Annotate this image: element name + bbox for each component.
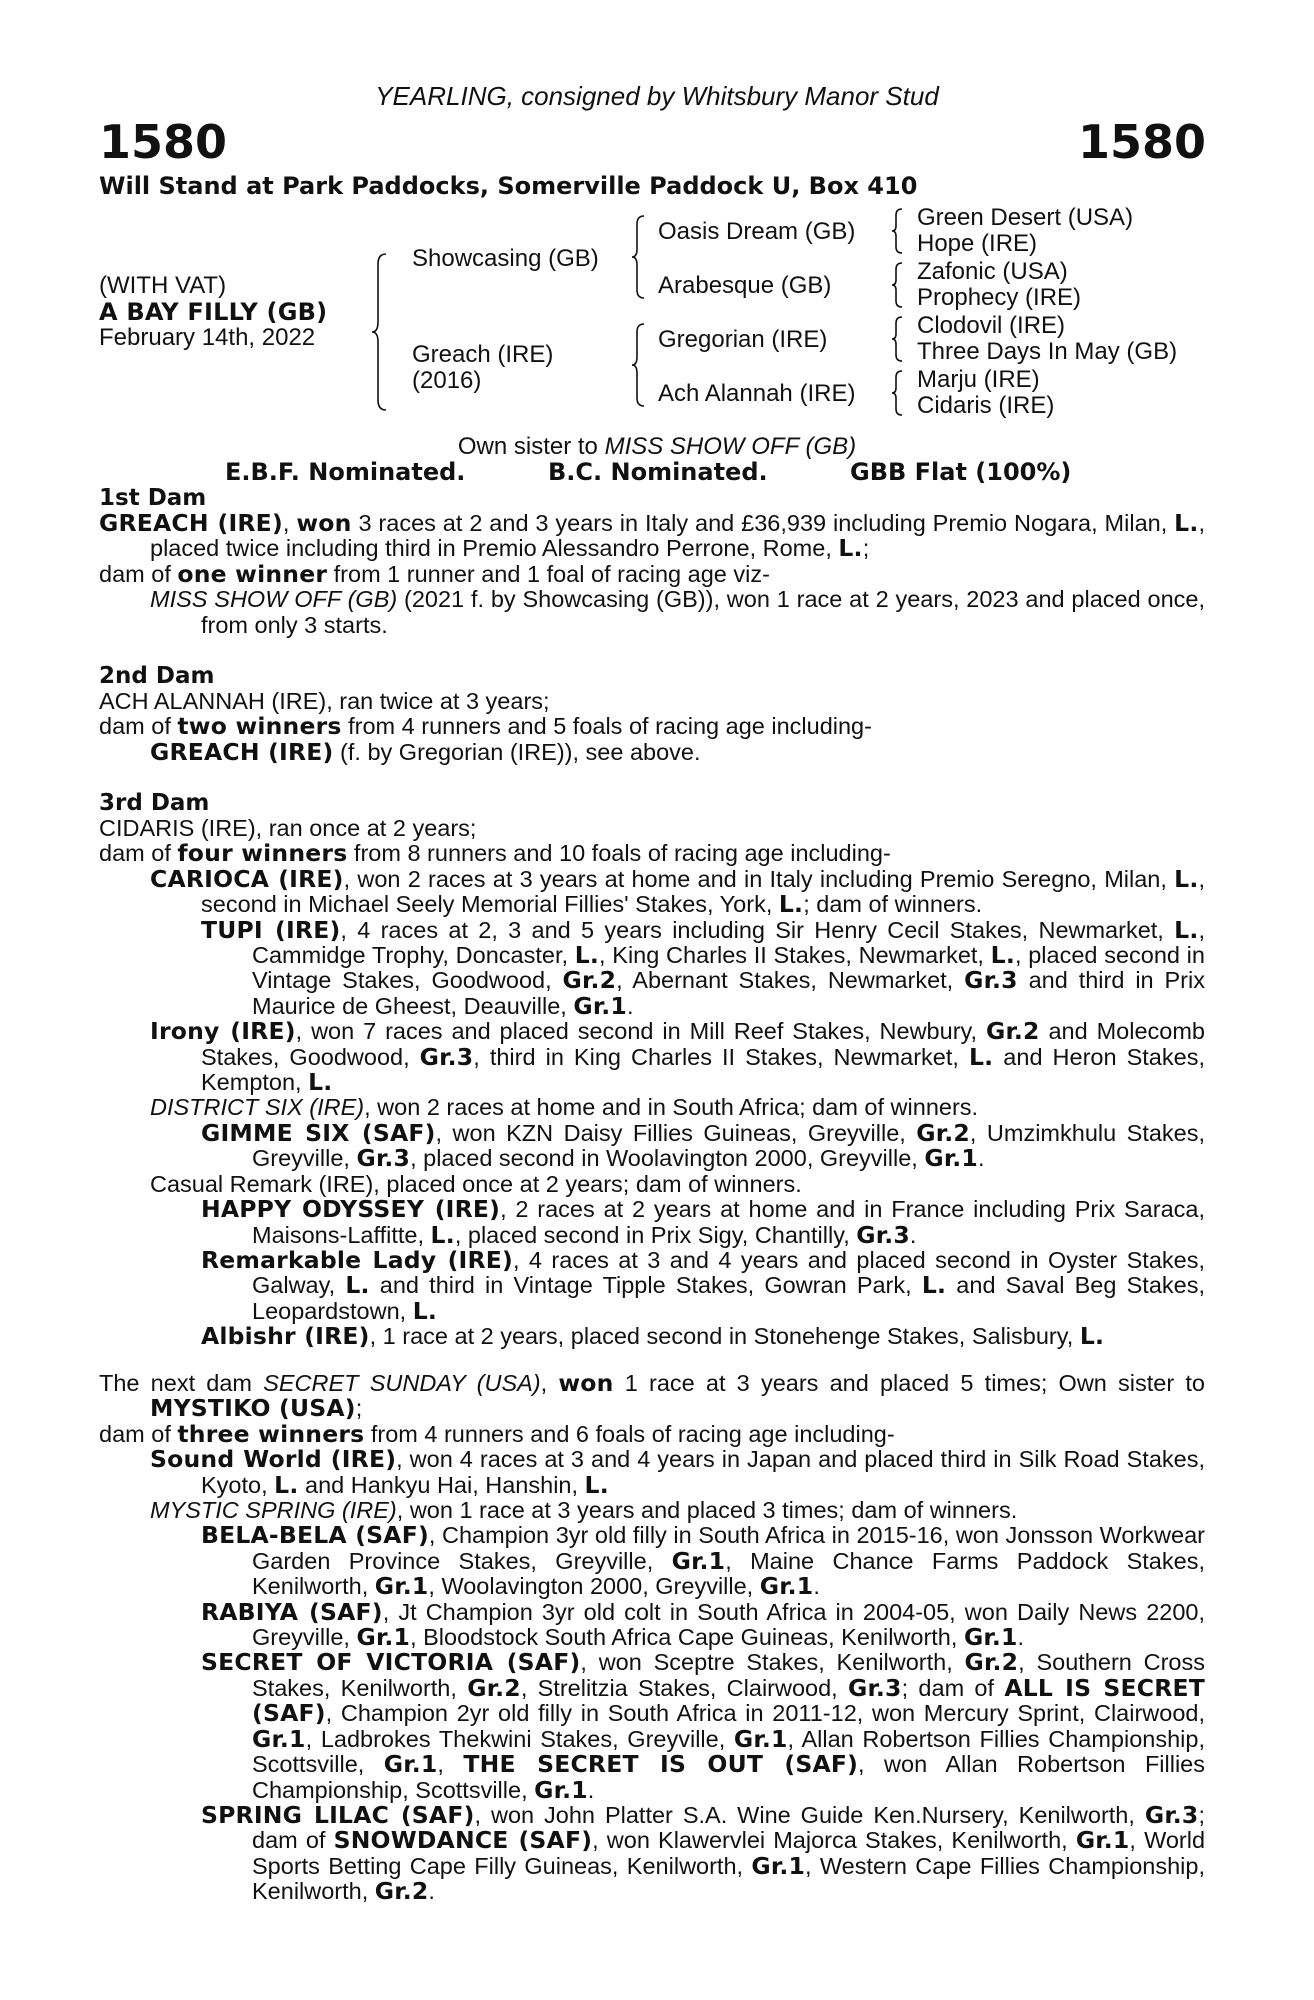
pedigree-dam: Greach (IRE) bbox=[412, 341, 554, 368]
first-dam-body: GREACH (IRE), won 3 races at 2 and 3 years in Italy and £36,939 including Premio Nogara, Milan, L., placed twice including third in Premio Alessandro Perrone, Rome, L.; dam of one winner from 1 runner and 1 foal of racing age viz- MISS SHOW OFF (GB) (2021 f. by Showcasing (GB)), won 1 race at 2 years, 2023 and placed once, from only 3 starts. bbox=[99, 509, 1205, 638]
ebf-nomination: E.B.F. Nominated. bbox=[225, 458, 466, 486]
own-sister-line: Own sister to MISS SHOW OFF (GB) bbox=[457, 433, 857, 460]
bc-nomination: B.C. Nominated. bbox=[548, 458, 768, 486]
pedigree-dam-sire: Gregorian (IRE) bbox=[658, 326, 828, 353]
pedigree-sds: Zafonic (USA) bbox=[917, 258, 1068, 285]
pedigree-dds: Marju (IRE) bbox=[917, 366, 1040, 393]
pedigree-dsd: Three Days In May (GB) bbox=[917, 338, 1178, 365]
pedigree-ddd: Cidaris (IRE) bbox=[917, 392, 1055, 419]
lot-number-left: 1580 bbox=[99, 115, 228, 169]
brace-sd bbox=[890, 261, 904, 309]
pedigree-sire: Showcasing (GB) bbox=[412, 245, 599, 272]
second-dam-body: ACH ALANNAH (IRE), ran twice at 3 years; dam of two winners from 4 runners and 5 foals of racing age including- GREACH (IRE) (f. by Gregorian (IRE)), see above. bbox=[99, 688, 872, 766]
pedigree-dam-year: (2016) bbox=[412, 367, 482, 394]
third-dam-body: CIDARIS (IRE), ran once at 2 years; dam of four winners from 8 runners and 10 foals of racing age including- CARIOCA (IRE), won 2 races at 3 years at home and in Italy including Premio Seregno, Milan, L., second in Michael Seely Memorial Fillies' Stakes, York, L.; dam of winners. TUPI (IRE), 4 races at 2, 3 and 5 years including Sir Henry Cecil Stakes, Newmarket, L., Cammidge Trophy, Doncaster, L., King Charles II Stakes, Newmarket, L., placed second in Vintage Stakes, Goodwood, Gr.2, Abernant Stakes, Newmarket, Gr.3 and third in Prix Maurice de Gheest, Deauville, Gr.1. Irony (IRE), won 7 races and placed second in Mill Reef Stakes, Newbury, Gr.2 and Molecomb Stakes, Goodwood, Gr.3, third in King Charles II Stakes, Newmarket, L. and Heron Stakes, Kempton, L. DISTRICT SIX (IRE), won 2 races at home and in South Africa; dam of winners. GIMME SIX (SAF), won KZN Daisy Fillies Guineas, Greyville, Gr.2, Umzimkhulu Stakes, Greyville, Gr.3, placed second in Woolavington 2000, Greyville, Gr.1. Casual Remark (IRE), placed once at 2 years; dam of winners. HAPPY ODYSSEY (IRE), 2 races at 2 years at home and in France including Prix Saraca, Maisons-Laffitte, L., placed second in Prix Sigy, Chantilly, Gr.3. Remarkable Lady (IRE), 4 races at 3 and 4 years and placed second in Oyster Stakes, Galway, L. and third in Vintage Tipple Stakes, Gowran Park, L. and Saval Beg Stakes, Leopardstown, L. Albishr (IRE), 1 race at 2 years, placed second in Stonehenge Stakes, Salisbury, L. bbox=[99, 815, 1206, 1351]
brace-dd bbox=[890, 369, 904, 417]
first-dam-heading: 1st Dam bbox=[99, 485, 207, 511]
lot-number-right: 1580 bbox=[1077, 115, 1206, 169]
pedigree-dss: Clodovil (IRE) bbox=[917, 312, 1066, 339]
brace-gen1 bbox=[370, 252, 388, 412]
brace-ss bbox=[890, 207, 904, 255]
pedigree-sire-sire: Oasis Dream (GB) bbox=[658, 218, 856, 245]
pedigree-sdd: Prophecy (IRE) bbox=[917, 284, 1082, 311]
brace-sire bbox=[630, 214, 646, 300]
second-dam-heading: 2nd Dam bbox=[99, 663, 215, 689]
gbb-flat: GBB Flat (100%) bbox=[850, 458, 1072, 486]
pedigree-dam-dam: Ach Alannah (IRE) bbox=[658, 380, 856, 407]
pedigree-ssd: Hope (IRE) bbox=[917, 230, 1038, 257]
own-sister-name: MISS SHOW OFF (GB) bbox=[604, 433, 857, 460]
horse-name: A BAY FILLY (GB) bbox=[99, 298, 328, 326]
next-dam-body: The next dam SECRET SUNDAY (USA), won 1 race at 3 years and placed 5 times; Own sister to MYSTIKO (USA); dam of three winners from 4 runners and 6 foals of racing age including- Sound World (IRE), won 4 races at 3 and 4 years in Japan and placed third in Silk Road Stakes, Kyoto, L. and Hankyu Hai, Hanshin, L. MYSTIC SPRING (IRE), won 1 race at 3 years and placed 3 times; dam of winners. BELA-BELA (SAF), Champion 3yr old filly in South Africa in 2015-16, won Jonsson Workwear Garden Province Stakes, Greyville, Gr.1, Maine Chance Farms Paddock Stakes, Kenilworth, Gr.1, Woolavington 2000, Greyville, Gr.1. RABIYA (SAF), Jt Champion 3yr old colt in South Africa in 2004-05, won Daily News 2200, Greyville, Gr.1, Bloodstock South Africa Cape Guineas, Kenilworth, Gr.1. SECRET OF VICTORIA (SAF), won Sceptre Stakes, Kenilworth, Gr.2, Southern Cross Stakes, Kenilworth, Gr.2, Strelitzia Stakes, Clairwood, Gr.3; dam of ALL IS SECRET (SAF), Champion 2yr old filly in South Africa in 2011-12, won Mercury Sprint, Clairwood, Gr.1, Ladbrokes Thekwini Stakes, Greyville, Gr.1, Allan Robertson Fillies Championship, Scottsville, Gr.1, THE SECRET IS OUT (SAF), won Allan Robertson Fillies Championship, Scottsville, Gr.1. SPRING LILAC (SAF), won John Platter S.A. Wine Guide Ken.Nursery, Kenilworth, Gr.3; dam of SNOWDANCE (SAF), won Klawervlei Majorca Stakes, Kenilworth, Gr.1, World Sports Betting Cape Filly Guineas, Kenilworth, Gr.1, Western Cape Fillies Championship, Kenilworth, Gr.2. bbox=[99, 1369, 1206, 1906]
brace-ds bbox=[890, 315, 904, 363]
foaling-date: February 14th, 2022 bbox=[99, 324, 316, 351]
pedigree-sss: Green Desert (USA) bbox=[917, 204, 1134, 231]
stabling-line: Will Stand at Park Paddocks, Somerville Paddock U, Box 410 bbox=[99, 172, 918, 200]
vat-label: (WITH VAT) bbox=[99, 272, 227, 299]
pedigree-sire-dam: Arabesque (GB) bbox=[658, 272, 832, 299]
consignor-line: YEARLING, consigned by Whitsbury Manor Stud bbox=[375, 81, 939, 111]
third-dam-heading: 3rd Dam bbox=[99, 790, 210, 816]
brace-dam bbox=[630, 322, 646, 408]
